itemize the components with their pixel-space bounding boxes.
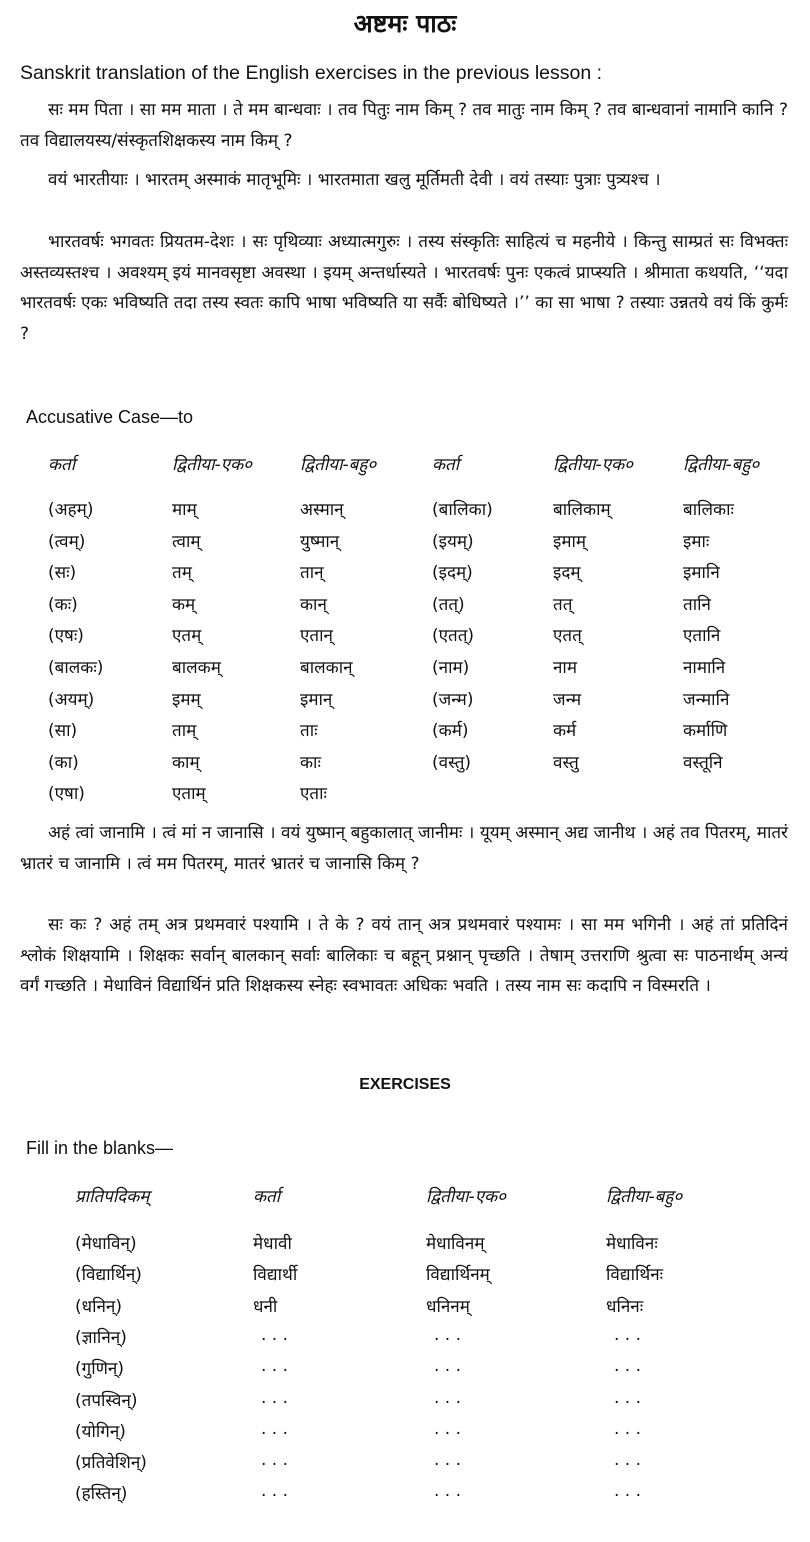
exercise-stem: (ज्ञानिन्): [75, 1327, 127, 1348]
exercise-blank: . . .: [261, 1387, 289, 1408]
exercise-cell: विद्यार्थिनः: [606, 1265, 664, 1286]
accusative-cell: (का): [48, 752, 79, 773]
accusative-cell: इमाः: [683, 531, 710, 552]
exercise-blank: . . .: [614, 1418, 642, 1439]
accusative-cell: एतम्: [172, 626, 202, 647]
exercises-title: EXERCISES: [359, 1076, 451, 1093]
exercise-cell: धनिनः: [606, 1296, 644, 1317]
exercise-stem: (हस्तिन्): [75, 1484, 128, 1505]
accusative-cell: (नाम): [432, 658, 470, 678]
accusative-cell: तत्: [553, 594, 573, 615]
accusative-cell: कान्: [300, 594, 327, 615]
exercise-cell: मेधावी: [253, 1234, 292, 1254]
exercise-blank: . . .: [434, 1356, 462, 1377]
accusative-cell: काः: [300, 752, 321, 773]
paragraph-5: सः कः ? अहं तम् अत्र प्रथमवारं पश्यामि । ते के ? वयं तान् अत्र प्रथमवारं पश्यामः । सा मम भगिनी । अहं तां प्रतिदिनं श्लोकं शिक्षयामि । शिक्षकः सर्वान् बालकान् सर्वाः बालिकाः च बहून् प्रश्नान् पृच्छति । तेषाम् उत्तराणि श्रुत्वा सः पाठनार्थम् अन्यं वर्गं गच्छति । मेधाविनं विद्यार्थिनं प्रति शिक्षकस्य स्नेहः स्वभावतः अधिकः भवति । तस्य नाम सः कदापि न विस्मरति ।: [20, 915, 788, 996]
lesson-title: अष्टमः पाठः: [353, 9, 457, 38]
accusative-heading: Accusative Case—to: [26, 407, 194, 427]
accusative-cell: माम्: [172, 500, 197, 520]
accusative-header-cell: द्वितीया-एक०: [172, 455, 252, 475]
accusative-header-cell: कर्ता: [432, 455, 460, 475]
exercise-header-cell: द्वितीया-बहु०: [606, 1187, 683, 1207]
exercise-cell: विद्यार्थी: [253, 1265, 298, 1286]
accusative-cell: बालकम्: [172, 658, 221, 678]
accusative-cell: नामानि: [683, 658, 726, 678]
accusative-cell: (सा): [48, 721, 78, 742]
accusative-cell: कर्म: [553, 721, 577, 742]
accusative-cell: तम्: [172, 563, 192, 584]
accusative-cell: कर्माणि: [683, 721, 728, 742]
accusative-cell: इमम्: [172, 689, 201, 710]
accusative-cell: (इदम्): [432, 563, 473, 584]
accusative-cell: (अयम्): [48, 689, 95, 710]
exercise-stem: (विद्यार्थिन्): [75, 1265, 142, 1286]
paragraph-2: वयं भारतीयाः । भारतम् अस्माकं मातृभूमिः । भारतमाता खलु मूर्तिमती देवी । वयं तस्याः पुत्राः पुत्र्यश्च ।: [48, 170, 661, 190]
accusative-cell: (बालिका): [432, 500, 493, 520]
accusative-cell: (कः): [48, 594, 78, 615]
accusative-cell: इमाम्: [553, 531, 587, 552]
exercise-blank: . . .: [614, 1481, 642, 1502]
accusative-cell: एतत्: [553, 626, 582, 647]
exercise-stem: (तपस्विन्): [75, 1390, 138, 1411]
accusative-cell: वस्तूनि: [683, 752, 723, 773]
accusative-cell: एतानि: [683, 626, 721, 647]
exercise-blank: . . .: [261, 1450, 289, 1471]
exercise-cell: मेधाविनः: [606, 1234, 658, 1254]
accusative-cell: इमानि: [683, 563, 720, 584]
accusative-cell: (अहम्): [48, 500, 94, 520]
exercise-blank: . . .: [261, 1481, 289, 1502]
exercise-blank: . . .: [434, 1418, 462, 1439]
accusative-cell: युष्मान्: [300, 531, 340, 552]
paragraph-3: भारतवर्षः भगवतः प्रियतम-देशः । सः पृथिव्याः अध्यात्मगुरुः । तस्य संस्कृतिः साहित्यं च महनीये । किन्तु साम्प्रतं सः विभक्तः अस्तव्यस्तश्च । अवश्यम् इयं मानवसृष्टा अवस्था । इयम् अन्तर्धास्यते । भारतवर्षः पुनः एकत्वं प्राप्स्यति । श्रीमाता कथयति, ‘‘यदा भारतवर्षः एकः भविष्यति तदा तस्य स्वतः कापि भाषा भविष्यति या सर्वैः बोधिष्यते ।’’ का सा भाषा ? तस्याः उन्नतये वयं किं कुर्मः ?: [20, 232, 788, 344]
accusative-cell: एताः: [300, 784, 327, 805]
accusative-cell: काम्: [172, 752, 200, 773]
accusative-cell: बालिकाः: [683, 500, 734, 520]
accusative-cell: जन्मानि: [683, 689, 730, 710]
exercise-header-cell: कर्ता: [253, 1187, 281, 1207]
accusative-cell: त्वाम्: [172, 531, 201, 552]
exercise-blank: . . .: [614, 1387, 642, 1408]
accusative-cell: ताम्: [172, 721, 197, 742]
accusative-header-cell: द्वितीया-बहु०: [683, 455, 760, 475]
accusative-cell: इमान्: [300, 689, 333, 710]
accusative-cell: तान्: [300, 563, 324, 584]
accusative-cell: (वस्तु): [432, 752, 472, 773]
exercise-cell: विद्यार्थिनम्: [426, 1265, 490, 1286]
accusative-cell: (जन्म): [432, 689, 474, 710]
accusative-header-cell: कर्ता: [48, 455, 76, 475]
accusative-cell: वस्तु: [553, 752, 579, 773]
exercise-instruction: Fill in the blanks—: [26, 1138, 174, 1158]
exercise-stem: (गुणिन्): [75, 1359, 124, 1380]
accusative-cell: जन्म: [553, 689, 582, 710]
accusative-cell: (तत्): [432, 594, 465, 615]
intro-text: Sanskrit translation of the English exercises in the previous lesson :: [20, 62, 603, 84]
exercise-blank: . . .: [434, 1481, 462, 1502]
exercise-stem: (धनिन्): [75, 1296, 122, 1317]
paragraph-1: सः मम पिता । सा मम माता । ते मम बान्धवाः । तव पितुः नाम किम् ? तव मातुः नाम किम् ? तव बान्धवानां नामानि कानि ? तव विद्यालयस्य/संस्कृतशिक्षकस्य नाम किम् ?: [20, 100, 788, 151]
exercise-cell: धनिनम्: [426, 1296, 470, 1317]
exercise-blank: . . .: [261, 1356, 289, 1377]
exercise-stem: (योगिन्): [75, 1421, 126, 1442]
accusative-cell: बालिकाम्: [553, 500, 611, 520]
exercise-blank: . . .: [614, 1324, 642, 1345]
exercise-cell: धनी: [253, 1296, 278, 1317]
exercise-stem: (मेधाविन्): [75, 1234, 137, 1254]
accusative-cell: (बालकः): [48, 658, 104, 678]
accusative-cell: इदम्: [553, 563, 581, 584]
accusative-cell: (एषा): [48, 784, 85, 805]
accusative-cell: (एषः): [48, 626, 84, 647]
exercise-header-cell: प्रातिपदिकम्: [75, 1187, 150, 1207]
exercise-header-cell: द्वितीया-एक०: [426, 1187, 506, 1207]
accusative-cell: अस्मान्: [300, 500, 344, 520]
exercise-cell: मेधाविनम्: [426, 1234, 485, 1254]
accusative-cell: (सः): [48, 563, 77, 584]
exercise-blank: . . .: [261, 1418, 289, 1439]
accusative-cell: ताः: [300, 721, 318, 742]
exercise-blank: . . .: [434, 1387, 462, 1408]
accusative-cell: कम्: [172, 594, 196, 615]
accusative-cell: (कर्म): [432, 721, 469, 742]
exercise-blank: . . .: [261, 1324, 289, 1345]
accusative-cell: तानि: [683, 594, 711, 615]
accusative-cell: एतान्: [300, 626, 333, 647]
accusative-cell: नाम: [553, 658, 578, 678]
accusative-cell: (एतत्): [432, 626, 475, 647]
accusative-header-cell: द्वितीया-बहु०: [300, 455, 377, 475]
exercise-blank: . . .: [434, 1324, 462, 1345]
paragraph-4: अहं त्वां जानामि । त्वं मां न जानासि । वयं युष्मान् बहुकालात् जानीमः । यूयम् अस्मान् अद्य जानीथ । अहं तव पितरम्, मातरं भ्रातरं च जानामि । त्वं मम पितरम्, मातरं भ्रातरं च जानासि किम् ?: [20, 823, 788, 874]
exercise-blank: . . .: [434, 1450, 462, 1471]
accusative-cell: (त्वम्): [48, 531, 86, 552]
accusative-header-cell: द्वितीया-एक०: [553, 455, 633, 475]
accusative-cell: एताम्: [172, 784, 206, 805]
accusative-cell: बालकान्: [300, 658, 353, 678]
accusative-cell: (इयम्): [432, 531, 474, 552]
exercise-blank: . . .: [614, 1356, 642, 1377]
exercise-blank: . . .: [614, 1450, 642, 1471]
exercise-stem: (प्रतिवेशिन्): [75, 1453, 147, 1474]
